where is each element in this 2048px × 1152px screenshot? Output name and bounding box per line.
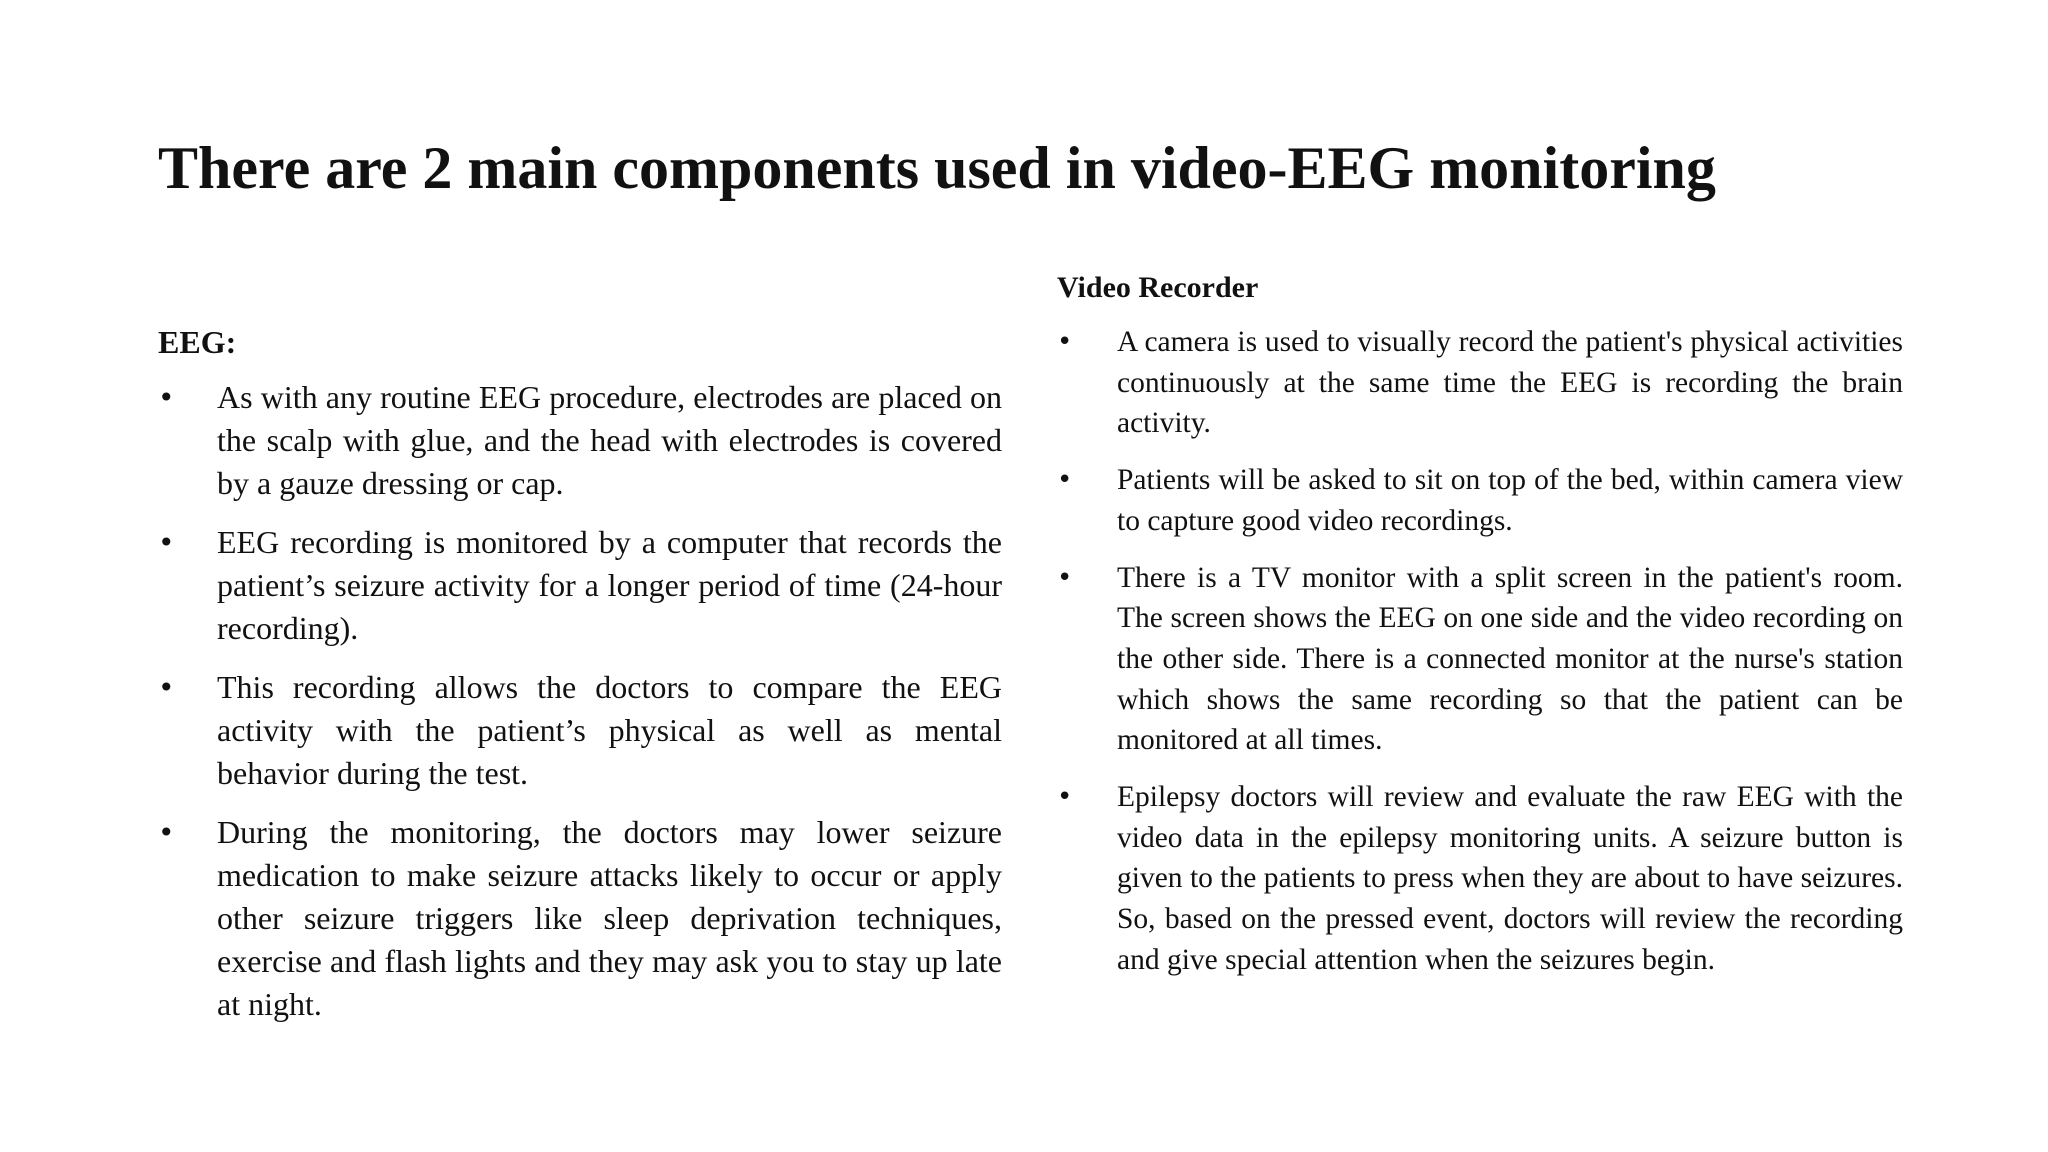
eeg-bullet-text: As with any routine EEG procedure, electrodes are placed on the scalp with glue, and the head with electrodes is covered by a gauze dressing or cap.: [217, 379, 1002, 501]
bullet-icon: •: [1057, 562, 1073, 593]
eeg-heading: EEG:: [158, 324, 237, 360]
eeg-bullet-text: EEG recording is monitored by a computer that records the patient’s seizure activity for a longer period of time (24-hour recording).: [217, 524, 1002, 646]
eeg-bullet-text: During the monitoring, the doctors may lower seizure medication to make seizure attacks likely to occur or apply other seizure triggers like sleep deprivation techniques, exercise and flash lights and they may ask you to stay up late at night.: [217, 814, 1002, 1022]
video-recorder-bullet-item: [1057, 777, 1903, 981]
eeg-bullet-list: [158, 376, 1002, 1026]
eeg-section: [158, 320, 1002, 1042]
eeg-bullet-item: [158, 666, 1002, 795]
video-recorder-bullet-text: A camera is used to visually record the patient's physical activities continuously at the same time the EEG is recording the brain activity.: [1117, 326, 1903, 440]
video-recorder-bullet-item: [1057, 322, 1903, 444]
bullet-icon: •: [158, 526, 175, 559]
video-recorder-bullet-list: [1057, 322, 1903, 981]
bullet-icon: •: [1057, 465, 1073, 496]
video-recorder-section: [1057, 268, 1903, 997]
eeg-bullet-item: [158, 521, 1002, 650]
video-recorder-bullet-item: [1057, 558, 1903, 762]
bullet-icon: •: [1057, 782, 1073, 813]
slide-title: There are 2 main components used in video-EEG monitoring: [158, 135, 1716, 201]
video-recorder-bullet-text: Patients will be asked to sit on top of the bed, within camera view to capture good video recordings.: [1117, 464, 1903, 537]
bullet-icon: •: [1057, 327, 1073, 357]
video-recorder-heading: Video Recorder: [1057, 271, 1259, 304]
eeg-bullet-item: [158, 376, 1002, 505]
bullet-icon: •: [158, 816, 175, 849]
eeg-bullet-item: [158, 811, 1002, 1026]
video-recorder-bullet-item: [1057, 460, 1903, 541]
video-recorder-bullet-text: There is a TV monitor with a split screen in the patient's room. The screen shows the EEG on one side and the video recording on the other side. There is a connected monitor at the nurse's station which shows the same recording so that the patient can be monitored at all times.: [1117, 561, 1903, 757]
bullet-icon: •: [158, 381, 175, 414]
bullet-icon: •: [158, 671, 175, 704]
video-recorder-bullet-text: Epilepsy doctors will review and evaluate the raw EEG with the video data in the epilepsy monitoring units. A seizure button is given to the patients to press when they are about to have seizures. So, based on the pressed event, doctors will review the recording and give special attention when the seizures begin.: [1117, 781, 1903, 976]
eeg-bullet-text: This recording allows the doctors to compare the EEG activity with the patient’s physical as well as mental behavior during the test.: [217, 669, 1002, 791]
